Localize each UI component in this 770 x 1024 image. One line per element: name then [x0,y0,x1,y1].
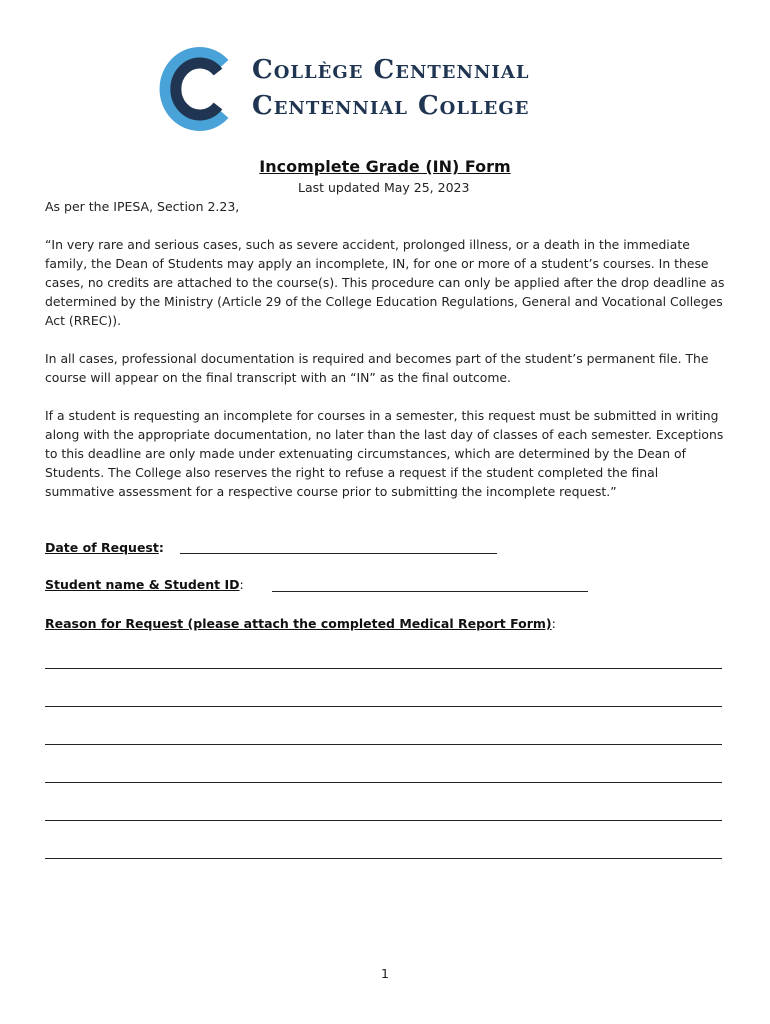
student-name-id-field[interactable] [272,591,588,592]
form-title: Incomplete Grade (IN) Form [259,157,511,176]
date-of-request-field[interactable] [180,553,497,554]
last-updated: Last updated May 25, 2023 [298,180,470,195]
intro-text: As per the IPESA, Section 2.23, [45,199,240,214]
reason-line-2[interactable] [45,706,722,707]
reason-for-request-text: Reason for Request (please attach the completed Medical Report Form) [45,616,552,631]
date-of-request-text: Date of Request [45,540,159,555]
logo-text-english: Centennial College [252,91,530,121]
student-name-id-text: Student name & Student ID [45,577,240,592]
reason-line-5[interactable] [45,820,722,821]
date-of-request-label [45,540,164,555]
reason-line-6[interactable] [45,858,722,859]
reason-colon: : [551,616,556,631]
student-colon: : [239,577,244,592]
page-number: 1 [381,966,389,981]
date-colon: : [158,540,164,555]
reason-for-request-label [45,616,556,631]
policy-paragraph-2: In all cases, professional documentation is required and becomes part of the student’s permanent file. The course will appear on the final transcript with an “IN” as the final outcome. [45,351,709,385]
policy-paragraph-1: “In very rare and serious cases, such as severe accident, prolonged illness, or a death in the immediate family, the Dean of Students may apply an incomplete, IN, for one or more of a student’s courses. In these cases, no credits are attached to the course(s). This procedure can only be applied after the drop deadline as determined by the Ministry (Article 29 of the College Education Regulations, General and Vocational Colleges Act (RREC)). [45,237,725,328]
policy-paragraph-3: If a student is requesting an incomplete for courses in a semester, this request must be submitted in writing along with the appropriate documentation, no later than the last day of classes of each semester. Exceptions to this deadline are only made under extenuating circumstances, which are determined by the Dean of Students. The College also reserves the right to refuse a request if the student completed the final summative assessment for a respective course prior to submitting the incomplete request.” [45,408,724,499]
reason-line-3[interactable] [45,744,722,745]
reason-line-1[interactable] [45,668,722,669]
college-c-logo-icon [158,44,238,132]
logo-text-french: Collège Centennial [252,55,530,85]
student-name-id-label [45,577,244,592]
college-logo [158,44,618,136]
reason-line-4[interactable] [45,782,722,783]
